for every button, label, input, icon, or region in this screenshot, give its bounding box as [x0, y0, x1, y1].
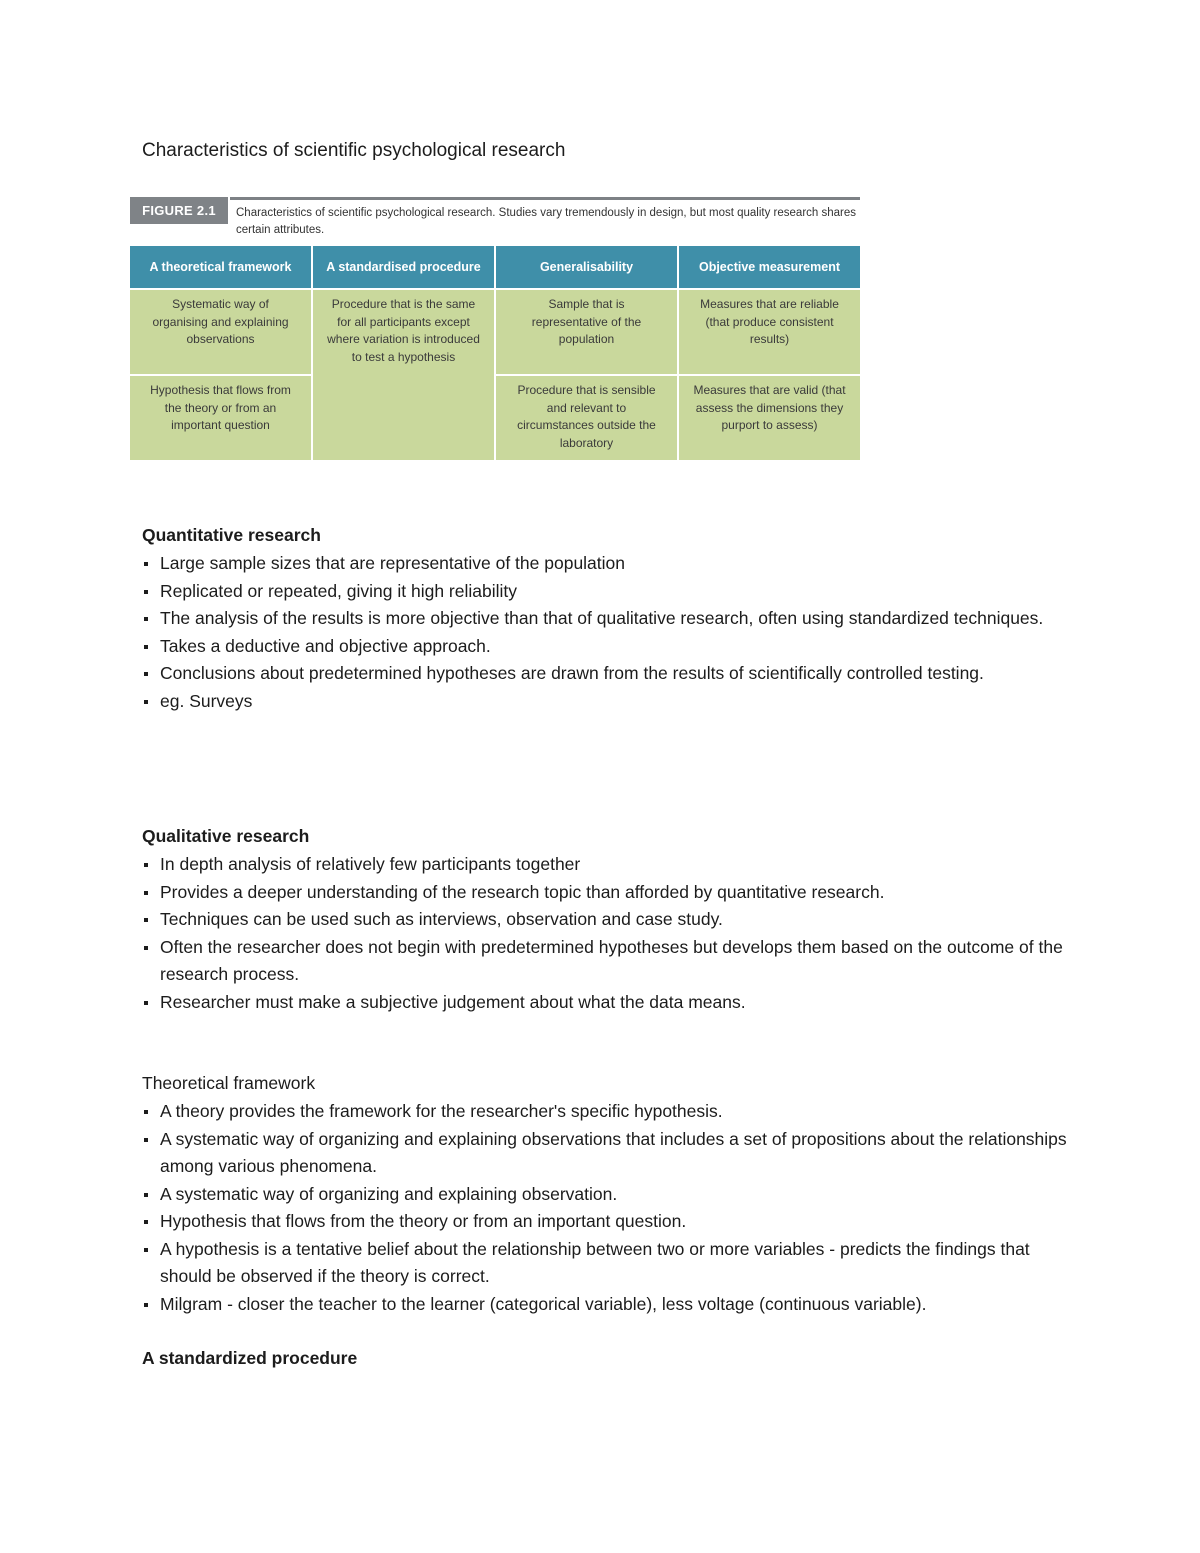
section-quantitative — [142, 525, 1082, 715]
section-qualitative — [142, 826, 1082, 1016]
section-standardized-procedure — [142, 1348, 1082, 1373]
cell-measure-2: Measures that are valid (that assess the dimensions they purport to assess) — [679, 376, 860, 460]
cell-measure-1: Measures that are reliable (that produce consistent results) — [679, 290, 860, 374]
list-item: Milgram - closer the teacher to the learner (categorical variable), less voltage (continuous variable). — [142, 1291, 1082, 1319]
list-item: eg. Surveys — [142, 688, 1082, 716]
list-item: Techniques can be used such as interviews, observation and case study. — [142, 906, 1082, 934]
list-item: A theory provides the framework for the researcher's specific hypothesis. — [142, 1098, 1082, 1126]
section-heading: Quantitative research — [142, 525, 321, 545]
figure-table — [130, 246, 860, 460]
list-item: A systematic way of organizing and explaining observations that includes a set of propositions about the relationships among various phenomena. — [142, 1126, 1082, 1181]
list-item: Often the researcher does not begin with predetermined hypotheses but develops them based on the outcome of the research process. — [142, 934, 1082, 989]
section-theoretical-framework — [142, 1073, 1082, 1318]
header-standardised-procedure: A standardised procedure — [313, 246, 494, 288]
list-item: Provides a deeper understanding of the research topic than afforded by quantitative research. — [142, 879, 1082, 907]
cell-procedure: Procedure that is the same for all participants except where variation is introduced to test a hypothesis — [313, 290, 494, 460]
bullet-list — [142, 851, 1082, 1016]
page-title: Characteristics of scientific psychological research — [142, 140, 566, 161]
section-heading: Theoretical framework — [142, 1073, 316, 1093]
header-generalisability: Generalisability — [496, 246, 677, 288]
figure-2-1 — [130, 197, 860, 460]
list-item: The analysis of the results is more objective than that of qualitative research, often using standardized techniques. — [142, 605, 1082, 633]
header-objective-measurement: Objective measurement — [679, 246, 860, 288]
cell-general-1: Sample that is representative of the population — [496, 290, 677, 374]
list-item: Hypothesis that flows from the theory or from an important question. — [142, 1208, 1082, 1236]
figure-caption: Characteristics of scientific psychological research. Studies vary tremendously in design, but most quality research shares certain attributes. — [236, 207, 857, 236]
cell-framework-1: Systematic way of organising and explaining observations — [130, 290, 311, 374]
bullet-list — [142, 550, 1082, 715]
list-item: Conclusions about predetermined hypotheses are drawn from the results of scientifically controlled testing. — [142, 660, 1082, 688]
list-item: A systematic way of organizing and explaining observation. — [142, 1181, 1082, 1209]
list-item: Takes a deductive and objective approach. — [142, 633, 1082, 661]
list-item: Replicated or repeated, giving it high reliability — [142, 578, 1082, 606]
list-item: Researcher must make a subjective judgement about what the data means. — [142, 989, 1082, 1017]
cell-general-2: Procedure that is sensible and relevant to circumstances outside the laboratory — [496, 376, 677, 460]
header-theoretical-framework: A theoretical framework — [130, 246, 311, 288]
list-item: A hypothesis is a tentative belief about the relationship between two or more variables - predicts the findings that should be observed if the theory is correct. — [142, 1236, 1082, 1291]
figure-header — [130, 200, 860, 246]
figure-label: FIGURE 2.1 — [130, 197, 228, 224]
list-item: Large sample sizes that are representative of the population — [142, 550, 1082, 578]
cell-framework-2: Hypothesis that flows from the theory or from an important question — [130, 376, 311, 460]
list-item: In depth analysis of relatively few participants together — [142, 851, 1082, 879]
section-heading: Qualitative research — [142, 826, 310, 846]
bullet-list — [142, 1098, 1082, 1318]
section-heading: A standardized procedure — [142, 1348, 358, 1368]
